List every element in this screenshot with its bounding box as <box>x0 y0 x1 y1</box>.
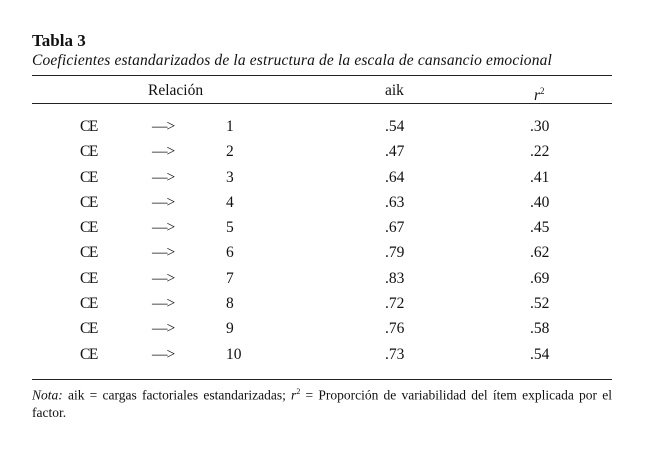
arrow-cell: —> <box>152 320 175 338</box>
factor-cell: CE <box>80 143 97 161</box>
item-cell: 3 <box>226 168 234 186</box>
arrow-cell: —> <box>152 193 175 211</box>
factor-cell: CE <box>80 295 97 313</box>
factor-cell: CE <box>80 345 97 363</box>
factor-cell: CE <box>80 269 97 287</box>
header-r2-sup: 2 <box>540 86 545 96</box>
r2-cell: .54 <box>530 345 550 363</box>
table-container <box>32 31 612 420</box>
table-row <box>32 345 612 370</box>
note-text-a: aik = cargas factoriales estandarizadas; <box>62 387 292 403</box>
factor-cell: CE <box>80 219 97 237</box>
aik-cell: .54 <box>385 118 405 135</box>
r2-cell: .30 <box>530 118 550 135</box>
note-r-sup: 2 <box>296 387 301 396</box>
factor-cell: CE <box>80 193 97 211</box>
item-cell: 9 <box>226 320 234 338</box>
note-r-symbol: r <box>291 387 297 403</box>
item-cell: 10 <box>226 345 242 363</box>
table-row <box>32 269 612 294</box>
aik-cell: .63 <box>385 193 405 211</box>
table-title: Coeficientes estandarizados de la estructura de la escala de cansancio emocional <box>32 52 552 69</box>
item-cell: 5 <box>226 219 234 237</box>
factor-cell: CE <box>80 118 97 135</box>
arrow-cell: —> <box>152 244 175 262</box>
r2-cell: .45 <box>530 219 550 237</box>
aik-cell: .64 <box>385 168 405 186</box>
aik-cell: .72 <box>385 295 405 313</box>
aik-cell: .76 <box>385 320 405 338</box>
arrow-cell: —> <box>152 168 175 186</box>
item-cell: 8 <box>226 295 234 313</box>
factor-cell: CE <box>80 244 97 262</box>
table-row <box>32 294 612 319</box>
header-rule <box>32 103 612 104</box>
item-cell: 7 <box>226 269 234 287</box>
item-cell: 4 <box>226 193 234 211</box>
table-row <box>32 168 612 193</box>
header-relation: Relación <box>148 82 204 99</box>
note-text-b: = Proporción de variabilidad del ítem explicada por el factor. <box>32 387 612 420</box>
r2-cell: .58 <box>530 320 550 338</box>
table-note <box>32 383 612 421</box>
r2-cell: .40 <box>530 193 550 211</box>
aik-cell: .79 <box>385 244 405 262</box>
table-row <box>32 243 612 268</box>
arrow-cell: —> <box>152 269 175 287</box>
top-rule <box>32 75 612 76</box>
item-cell: 1 <box>226 118 234 135</box>
bottom-rule <box>32 379 612 380</box>
aik-cell: .67 <box>385 219 405 237</box>
item-cell: 2 <box>226 143 234 161</box>
table-row <box>32 319 612 344</box>
header-r2-base: r <box>534 87 541 104</box>
r2-cell: .69 <box>530 269 550 287</box>
table-number: Tabla 3 <box>32 31 86 50</box>
factor-cell: CE <box>80 168 97 186</box>
table-body <box>32 117 612 370</box>
header-aik: aik <box>385 82 404 99</box>
arrow-cell: —> <box>152 143 175 161</box>
arrow-cell: —> <box>152 118 175 135</box>
item-cell: 6 <box>226 244 234 262</box>
arrow-cell: —> <box>152 295 175 313</box>
arrow-cell: —> <box>152 219 175 237</box>
r2-cell: .52 <box>530 295 550 313</box>
table-row <box>32 117 612 142</box>
note-label: Nota: <box>32 387 63 403</box>
aik-cell: .83 <box>385 269 405 287</box>
r2-cell: .22 <box>530 143 550 161</box>
table-row <box>32 193 612 218</box>
arrow-cell: —> <box>152 345 175 363</box>
factor-cell: CE <box>80 320 97 338</box>
r2-cell: .41 <box>530 168 550 186</box>
aik-cell: .47 <box>385 143 405 161</box>
table-row <box>32 218 612 243</box>
header-r2 <box>534 82 545 105</box>
r2-cell: .62 <box>530 244 550 262</box>
aik-cell: .73 <box>385 345 405 363</box>
table-row <box>32 142 612 167</box>
